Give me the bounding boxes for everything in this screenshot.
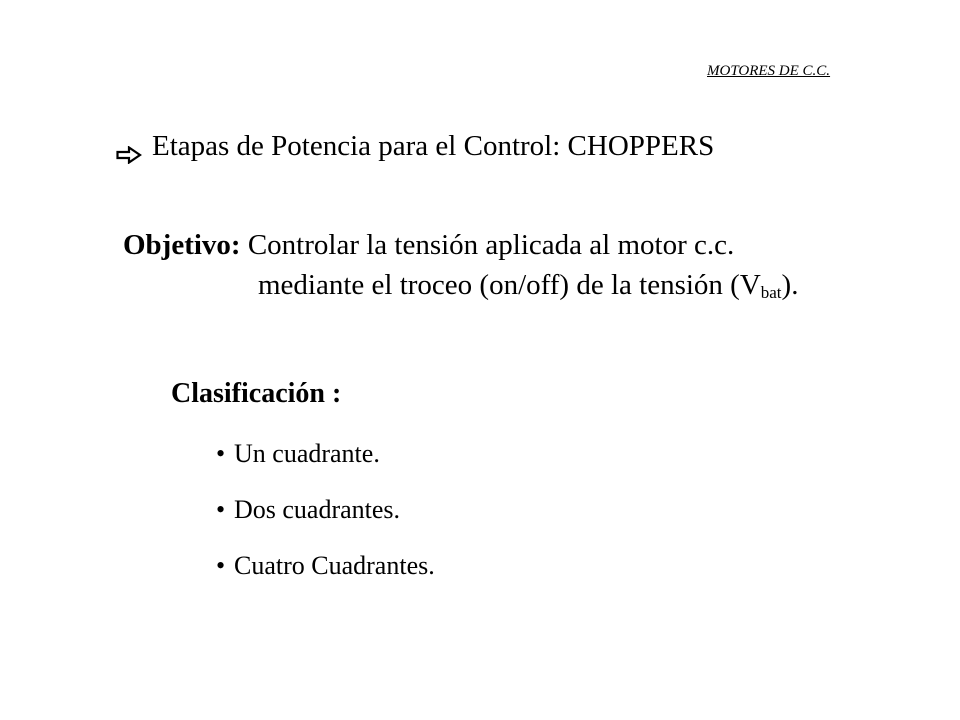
list-item — [216, 437, 435, 471]
objective-text-2-end: ). — [781, 269, 799, 301]
objective-text-2: mediante el troceo (on/off) de la tensión (V — [258, 269, 761, 301]
list-item-text: Un cuadrante. — [234, 439, 380, 468]
objective-line-1 — [123, 225, 798, 265]
list-item-text: Dos cuadrantes. — [234, 495, 401, 524]
classification-heading: Clasificación : — [171, 378, 342, 409]
bullet-icon: • — [216, 551, 226, 580]
objective-text-1: Controlar la tensión aplicada al motor c.c. — [247, 229, 735, 261]
hollow-right-arrow-icon — [116, 137, 142, 155]
list-item-text: Cuatro Cuadrantes. — [234, 551, 435, 580]
objective-label: Objetivo: — [123, 229, 241, 261]
list-item — [216, 493, 435, 527]
vbat-subscript: bat — [760, 283, 782, 302]
bullet-icon: • — [216, 495, 226, 524]
list-item — [216, 549, 435, 583]
header-tag: MOTORES DE C.C. — [707, 63, 831, 79]
bullet-icon: • — [216, 439, 226, 468]
classification-list — [216, 437, 435, 605]
section-heading — [116, 128, 714, 164]
objective-block — [123, 225, 798, 305]
objective-line-2 — [123, 265, 798, 305]
section-title-text: Etapas de Potencia para el Control: CHOPPERS — [152, 130, 715, 162]
